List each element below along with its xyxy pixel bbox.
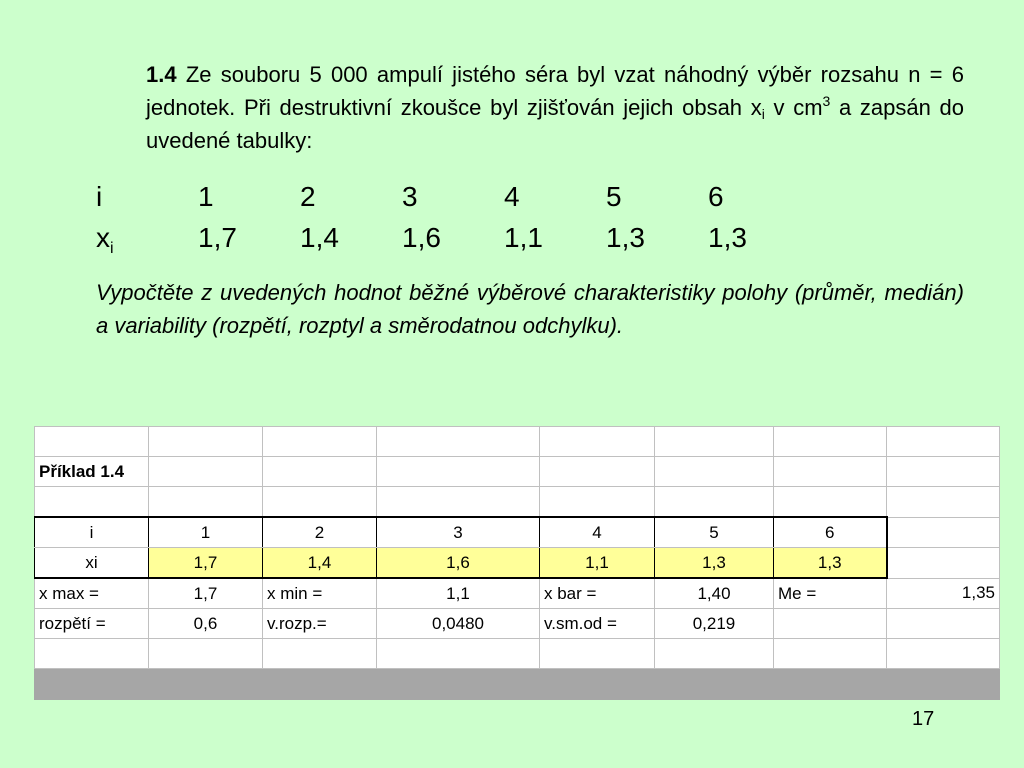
- cell[interactable]: [377, 457, 540, 487]
- sheet-x-value[interactable]: 1,6: [377, 548, 540, 579]
- cell[interactable]: [887, 548, 1000, 579]
- value-variance[interactable]: 0,0480: [377, 609, 540, 639]
- x-value: 1,6: [402, 222, 441, 253]
- row-label-i: i: [96, 181, 103, 212]
- x-value: 1,4: [300, 222, 339, 253]
- sheet-row-empty: [35, 487, 1000, 518]
- cell[interactable]: [774, 639, 887, 669]
- bar-cell: [263, 669, 377, 700]
- i-value: 4: [504, 181, 520, 212]
- cell[interactable]: [655, 457, 774, 487]
- label-variance[interactable]: v.rozp.=: [263, 609, 377, 639]
- data-row-x: [96, 222, 796, 258]
- value-x-min[interactable]: 1,1: [377, 578, 540, 609]
- sheet-i-value[interactable]: 4: [540, 517, 655, 548]
- sheet-i-value[interactable]: 5: [655, 517, 774, 548]
- sheet-row-i: [35, 517, 1000, 548]
- cell[interactable]: [540, 487, 655, 518]
- cell[interactable]: [540, 427, 655, 457]
- sheet-i-value[interactable]: 1: [149, 517, 263, 548]
- cell[interactable]: [655, 639, 774, 669]
- value-x-max[interactable]: 1,7: [149, 578, 263, 609]
- problem-number: 1.4: [146, 62, 177, 87]
- bar-cell: [655, 669, 774, 700]
- sheet-x-value[interactable]: 1,1: [540, 548, 655, 579]
- page-number: 17: [912, 708, 935, 730]
- cell[interactable]: [774, 427, 887, 457]
- x-value: 1,7: [198, 222, 237, 253]
- label-range[interactable]: rozpětí =: [35, 609, 149, 639]
- cell[interactable]: [887, 487, 1000, 518]
- sheet-label-i[interactable]: i: [35, 517, 149, 548]
- row-label-x-sub: i: [110, 240, 114, 257]
- i-value: 1: [198, 181, 214, 212]
- row-label-x: [96, 222, 114, 257]
- cell[interactable]: [540, 639, 655, 669]
- sheet-label-x[interactable]: xi: [35, 548, 149, 579]
- x-value: 1,3: [708, 222, 747, 253]
- value-range[interactable]: 0,6: [149, 609, 263, 639]
- cell[interactable]: [540, 457, 655, 487]
- cell[interactable]: [887, 457, 1000, 487]
- problem-text-2: v cm: [764, 95, 823, 120]
- sheet-x-value[interactable]: 1,3: [774, 548, 887, 579]
- problem-statement: [146, 58, 964, 157]
- sheet-bottom-bar: [35, 669, 1000, 700]
- task-text: Vypočtěte z uvedených hodnot běžné výběrové charakteristiky polohy (průměr, medián) a variability (rozpětí, rozptyl a směrodatnou odchylku).: [96, 280, 964, 338]
- problem-subscript: i: [761, 106, 765, 122]
- cell[interactable]: [655, 487, 774, 518]
- cell[interactable]: [35, 427, 149, 457]
- label-x-max[interactable]: x max =: [35, 578, 149, 609]
- sheet-i-value[interactable]: 2: [263, 517, 377, 548]
- cell[interactable]: [35, 639, 149, 669]
- sheet-i-value[interactable]: 3: [377, 517, 540, 548]
- i-value: 2: [300, 181, 316, 212]
- i-value: 6: [708, 181, 724, 212]
- sheet-title[interactable]: Příklad 1.4: [35, 457, 149, 487]
- cell[interactable]: [655, 427, 774, 457]
- problem-text-3: a zapsán do uvedené tabulky:: [146, 95, 965, 153]
- problem-superscript: 3: [822, 93, 831, 109]
- sheet-row-empty: [35, 427, 1000, 457]
- sheet-x-value[interactable]: 1,3: [655, 548, 774, 579]
- x-value: 1,3: [606, 222, 645, 253]
- cell[interactable]: [263, 427, 377, 457]
- cell[interactable]: [377, 639, 540, 669]
- cell[interactable]: [887, 609, 1000, 639]
- value-std-dev[interactable]: 0,219: [655, 609, 774, 639]
- problem-text-1: Ze souboru 5 000 ampulí jistého séra byl vzat náhodný výběr rozsahu n = 6 jednotek. Při destruktivní zkoušce byl zjišťován jejich obsah x: [146, 62, 964, 120]
- cell[interactable]: [149, 487, 263, 518]
- cell[interactable]: [263, 639, 377, 669]
- sheet-row-title: [35, 457, 1000, 487]
- value-x-bar[interactable]: 1,40: [655, 578, 774, 609]
- cell[interactable]: [263, 457, 377, 487]
- bar-cell: [774, 669, 887, 700]
- cell[interactable]: [149, 427, 263, 457]
- bar-cell: [887, 669, 1000, 700]
- cell[interactable]: [774, 487, 887, 518]
- bar-cell: [149, 669, 263, 700]
- bar-cell: [540, 669, 655, 700]
- label-x-min[interactable]: x min =: [263, 578, 377, 609]
- i-value: 3: [402, 181, 418, 212]
- cell[interactable]: [377, 487, 540, 518]
- sheet-row-stats-1: [35, 578, 1000, 609]
- sheet-x-value[interactable]: 1,4: [263, 548, 377, 579]
- cell[interactable]: [887, 517, 1000, 548]
- sheet-row-empty: [35, 639, 1000, 669]
- value-median[interactable]: 1,35: [887, 578, 1000, 609]
- bar-cell: [377, 669, 540, 700]
- row-label-x-main: x: [96, 222, 110, 253]
- cell[interactable]: [149, 639, 263, 669]
- data-row-i: [96, 181, 796, 217]
- cell[interactable]: [774, 609, 887, 639]
- label-x-bar[interactable]: x bar =: [540, 578, 655, 609]
- cell[interactable]: [149, 457, 263, 487]
- sheet-x-value[interactable]: 1,7: [149, 548, 263, 579]
- cell[interactable]: [887, 427, 1000, 457]
- label-std-dev[interactable]: v.sm.od =: [540, 609, 655, 639]
- cell[interactable]: [377, 427, 540, 457]
- sheet-i-value[interactable]: 6: [774, 517, 887, 548]
- cell[interactable]: [774, 457, 887, 487]
- spreadsheet-table: [34, 426, 1000, 700]
- bar-cell: [35, 669, 149, 700]
- label-median[interactable]: Me =: [774, 578, 887, 609]
- cell[interactable]: [263, 487, 377, 518]
- sheet-row-x: [35, 548, 1000, 579]
- sheet-row-stats-2: [35, 609, 1000, 639]
- x-value: 1,1: [504, 222, 543, 253]
- cell[interactable]: [35, 487, 149, 518]
- i-value: 5: [606, 181, 622, 212]
- cell[interactable]: [887, 639, 1000, 669]
